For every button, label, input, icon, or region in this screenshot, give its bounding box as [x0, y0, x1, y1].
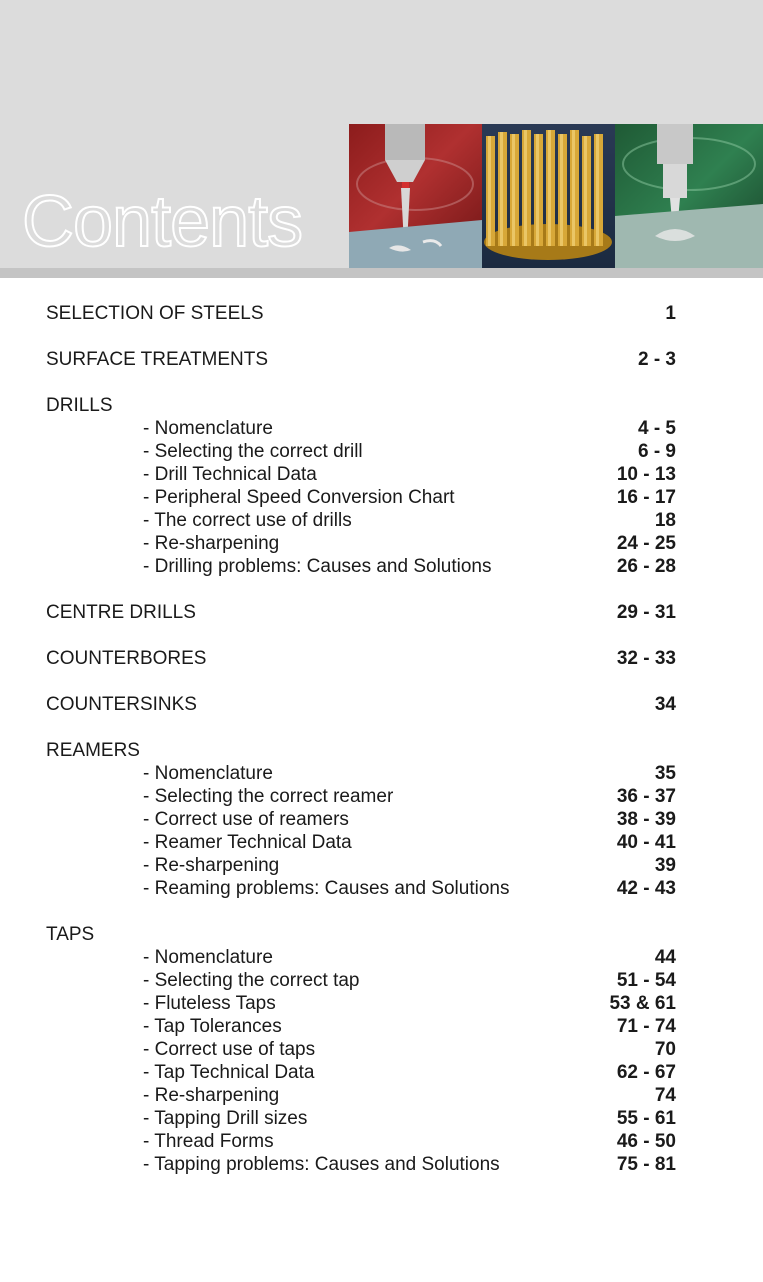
toc-subentry-label: - Peripheral Speed Conversion Chart: [143, 487, 455, 508]
toc-subentry[interactable]: [46, 1153, 676, 1176]
toc-heading: CENTRE DRILLS: [46, 602, 196, 623]
toc-page-number: 34: [654, 694, 676, 715]
toc-heading: SELECTION OF STEELS: [46, 303, 264, 324]
toc-heading: COUNTERBORES: [46, 648, 207, 669]
toc-page-number: 71 - 74: [616, 1016, 676, 1037]
toc-subentry[interactable]: [46, 1015, 676, 1038]
toc-subentry[interactable]: [46, 992, 676, 1015]
toc-subentry-label: - Fluteless Taps: [143, 993, 276, 1014]
toc-page-number: 35: [654, 763, 676, 784]
taps-photo: [482, 124, 615, 268]
table-of-contents: [46, 302, 676, 1176]
toc-subentry-label: - The correct use of drills: [143, 510, 352, 531]
toc-subentry[interactable]: [46, 1061, 676, 1084]
toc-subentry-label: - Re-sharpening: [143, 533, 280, 554]
toc-page-number: 4 - 5: [637, 418, 676, 439]
toc-subentry-label: - Nomenclature: [143, 763, 273, 784]
toc-subentry[interactable]: [46, 785, 676, 808]
toc-page-number: 18: [654, 510, 676, 531]
toc-subentry[interactable]: [46, 1038, 676, 1061]
toc-page-number: 44: [654, 947, 676, 968]
toc-page-number: 32 - 33: [616, 648, 676, 669]
toc-page-number: 74: [654, 1085, 676, 1106]
toc-subentry[interactable]: [46, 831, 676, 854]
header-divider: [0, 268, 763, 278]
toc-subentry-label: - Reamer Technical Data: [143, 832, 352, 853]
toc-subentry-label: - Thread Forms: [143, 1131, 274, 1152]
toc-subentry-label: - Re-sharpening: [143, 855, 280, 876]
toc-heading: SURFACE TREATMENTS: [46, 349, 269, 370]
toc-entry[interactable]: [46, 302, 676, 325]
toc-subentry-label: - Nomenclature: [143, 418, 273, 439]
toc-subentry-label: - Selecting the correct reamer: [143, 786, 394, 807]
toc-subentry[interactable]: [46, 532, 676, 555]
toc-heading: DRILLS: [46, 395, 113, 416]
toc-heading: COUNTERSINKS: [46, 694, 197, 715]
toc-subentry-label: - Selecting the correct drill: [143, 441, 363, 462]
toc-subentry-label: - Correct use of reamers: [143, 809, 349, 830]
toc-subentry-label: - Drilling problems: Causes and Solutions: [143, 556, 492, 577]
toc-page-number: 70: [654, 1039, 676, 1060]
toc-subentry-label: - Tapping problems: Causes and Solutions: [143, 1154, 500, 1175]
toc-subentry[interactable]: [46, 440, 676, 463]
toc-page-number: 39: [654, 855, 676, 876]
page-title: Contents: [22, 182, 303, 262]
toc-section-heading[interactable]: [46, 394, 676, 417]
drill-photo: [349, 124, 482, 268]
toc-subentry-label: - Tapping Drill sizes: [143, 1108, 308, 1129]
toc-subentry-label: - Tap Tolerances: [143, 1016, 282, 1037]
toc-page-number: 55 - 61: [616, 1108, 676, 1129]
toc-subentry[interactable]: [46, 969, 676, 992]
toc-subentry[interactable]: [46, 762, 676, 785]
toc-entry[interactable]: [46, 693, 676, 716]
toc-section-heading[interactable]: [46, 739, 676, 762]
toc-page-number: 10 - 13: [616, 464, 676, 485]
toc-page-number: 42 - 43: [616, 878, 676, 899]
toc-heading: REAMERS: [46, 740, 140, 761]
toc-subentry-label: - Selecting the correct tap: [143, 970, 360, 991]
toc-page-number: 53 & 61: [609, 993, 676, 1014]
toc-section-heading[interactable]: [46, 923, 676, 946]
toc-page-number: 36 - 37: [616, 786, 676, 807]
toc-page-number: 1: [665, 303, 676, 324]
toc-subentry-label: - Tap Technical Data: [143, 1062, 315, 1083]
toc-subentry[interactable]: [46, 463, 676, 486]
toc-subentry[interactable]: [46, 555, 676, 578]
toc-page-number: 46 - 50: [616, 1131, 676, 1152]
toc-subentry-label: - Re-sharpening: [143, 1085, 280, 1106]
toc-subentry[interactable]: [46, 877, 676, 900]
toc-entry[interactable]: [46, 348, 676, 371]
toc-page-number: 40 - 41: [616, 832, 676, 853]
toc-entry[interactable]: [46, 647, 676, 670]
milling-photo: [615, 124, 763, 268]
toc-subentry[interactable]: [46, 486, 676, 509]
toc-entry[interactable]: [46, 601, 676, 624]
toc-subentry-label: - Drill Technical Data: [143, 464, 317, 485]
toc-page-number: 24 - 25: [616, 533, 676, 554]
toc-subentry-label: - Correct use of taps: [143, 1039, 316, 1060]
toc-page-number: 26 - 28: [616, 556, 676, 577]
toc-page-number: 29 - 31: [616, 602, 676, 623]
toc-heading: TAPS: [46, 924, 95, 945]
toc-subentry[interactable]: [46, 1084, 676, 1107]
toc-subentry[interactable]: [46, 1107, 676, 1130]
toc-subentry-label: - Reaming problems: Causes and Solutions: [143, 878, 510, 899]
toc-subentry-label: - Nomenclature: [143, 947, 273, 968]
toc-subentry[interactable]: [46, 1130, 676, 1153]
toc-page-number: 2 - 3: [637, 349, 676, 370]
toc-subentry[interactable]: [46, 946, 676, 969]
toc-subentry[interactable]: [46, 854, 676, 877]
toc-page-number: 51 - 54: [616, 970, 676, 991]
toc-subentry[interactable]: [46, 509, 676, 532]
toc-page-number: 75 - 81: [616, 1154, 676, 1175]
toc-subentry[interactable]: [46, 417, 676, 440]
toc-page-number: 38 - 39: [616, 809, 676, 830]
toc-page-number: 6 - 9: [637, 441, 676, 462]
toc-page-number: 62 - 67: [616, 1062, 676, 1083]
toc-subentry[interactable]: [46, 808, 676, 831]
toc-page-number: 16 - 17: [616, 487, 676, 508]
